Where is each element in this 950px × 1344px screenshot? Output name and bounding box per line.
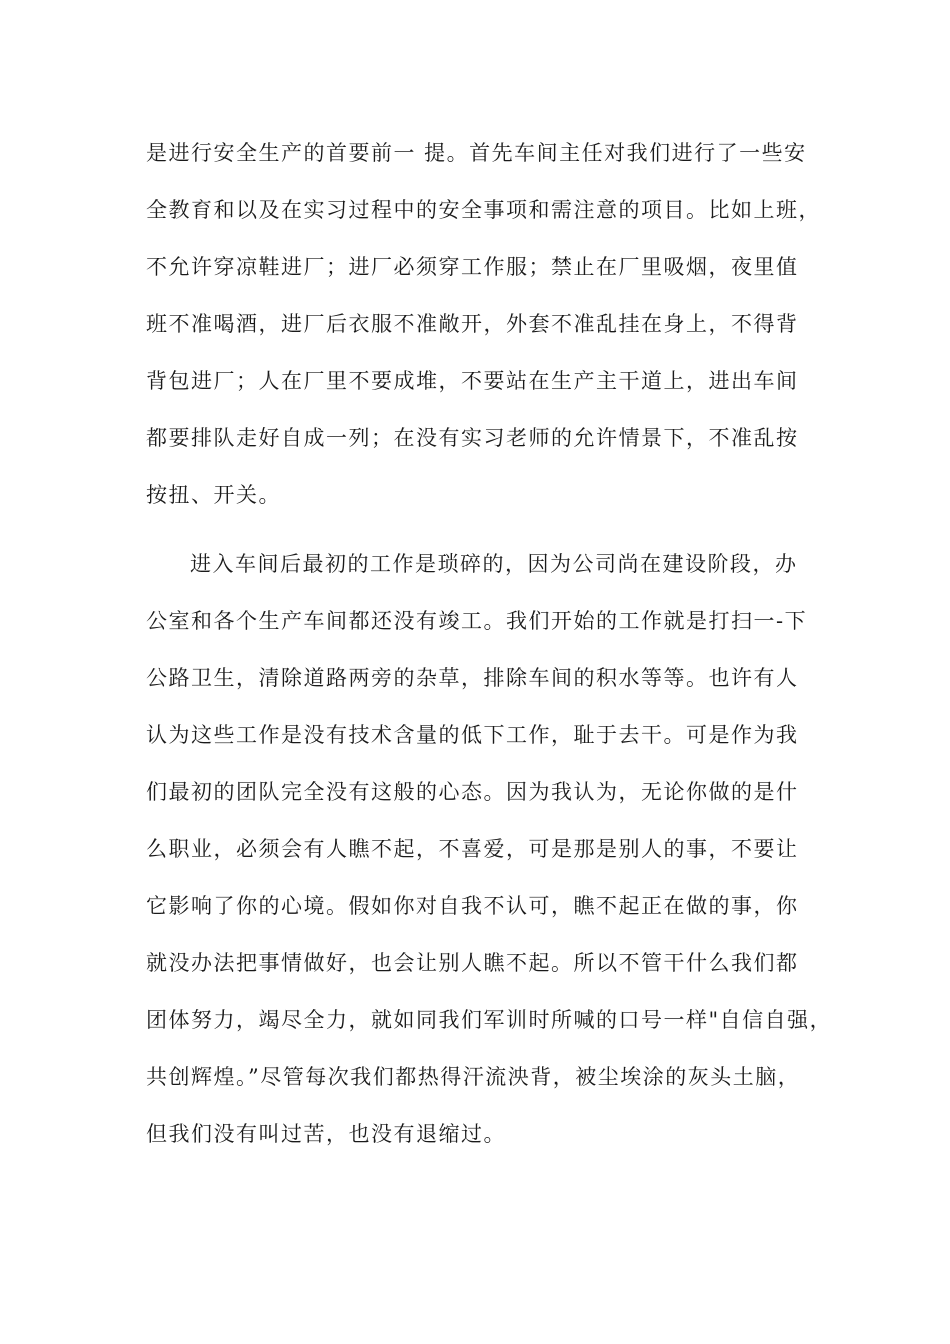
paragraph-2-line-2: 公室和各个生产车间都还没有竣工。我们开始的工作就是打扫一-下 xyxy=(146,609,808,633)
paragraph-1-line-3: 不允许穿凉鞋进厂；进厂必须穿工作服；禁止在厂里吸烟，夜里值 xyxy=(146,255,799,279)
paragraph-1-line-2: 全教育和以及在实习过程中的安全事项和需注意的项目。比如上班， xyxy=(146,198,821,222)
paragraph-1-line-7: 按扭、开关。 xyxy=(146,483,281,507)
paragraph-2-line-10: 共创辉煌。”尽管每次我们都热得汗流泱背，被尘埃涂的灰头土脑， xyxy=(146,1065,801,1089)
paragraph-2-line-1: 进入车间后最初的工作是琐碎的，因为公司尚在建设阶段，办 xyxy=(190,552,798,576)
paragraph-2-line-4: 认为这些工作是没有技术含量的低下工作，耻于去干。可是作为我 xyxy=(146,723,799,747)
paragraph-2-line-9: 团体努力，竭尽全力，就如同我们军训时所喊的口号一样"自信自强， xyxy=(146,1008,833,1032)
paragraph-1-line-1: 是进行安全生产的首要前一 提。首先车间主任对我们进行了一些安 xyxy=(146,141,807,165)
paragraph-2-line-6: 么职业，必须会有人瞧不起，不喜爱，可是那是别人的事，不要让 xyxy=(146,837,799,861)
paragraph-2-line-3: 公路卫生，清除道路两旁的杂草，排除车间的积水等等。也许有人 xyxy=(146,666,799,690)
paragraph-1-line-6: 都要排队走好自成一列；在没有实习老师的允许情景下，不准乱按 xyxy=(146,426,799,450)
paragraph-1-line-4: 班不准喝酒，进厂后衣服不准敞开，外套不准乱挂在身上，不得背 xyxy=(146,312,799,336)
paragraph-2-line-11: 但我们没有叫过苦，也没有退缩过。 xyxy=(146,1122,506,1146)
paragraph-2-line-5: 们最初的团队完全没有这般的心态。因为我认为，无论你做的是什 xyxy=(146,780,799,804)
paragraph-2-line-8: 就没办法把事情做好，也会让别人瞧不起。所以不管干什么我们都 xyxy=(146,951,799,975)
paragraph-2-line-7: 它影响了你的心境。假如你对自我不认可，瞧不起正在做的事，你 xyxy=(146,894,799,918)
paragraph-1-line-5: 背包进厂；人在厂里不要成堆，不要站在生产主干道上，进出车间 xyxy=(146,369,799,393)
